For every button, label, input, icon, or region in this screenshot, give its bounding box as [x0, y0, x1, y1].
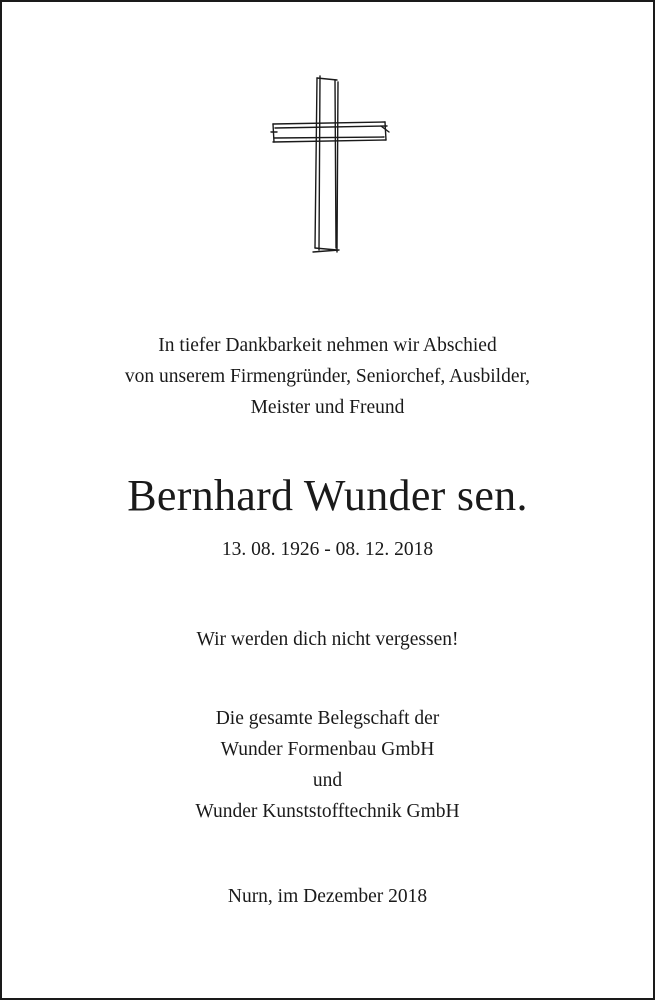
signer-line: Wunder Formenbau GmbH	[220, 739, 435, 760]
cross-icon	[265, 72, 395, 257]
signer-line: und	[312, 770, 343, 791]
intro-line: Meister und Freund	[250, 397, 405, 418]
deceased-name: Bernhard Wunder sen.	[127, 471, 528, 520]
intro-text	[0, 330, 655, 423]
signer-line: Die gesamte Belegschaft der	[215, 708, 440, 729]
place-date: Nurn, im Dezember 2018	[227, 886, 428, 907]
intro-line: In tiefer Dankbarkeit nehmen wir Abschied	[158, 335, 497, 356]
life-dates: 13. 08. 1926 - 08. 12. 2018	[221, 539, 434, 560]
signer-line: Wunder Kunststofftechnik GmbH	[195, 801, 460, 822]
motto-text: Wir werden dich nicht vergessen!	[196, 629, 459, 650]
signers-block	[0, 703, 655, 827]
intro-line: von unserem Firmengründer, Seniorchef, Ausbilder,	[124, 366, 531, 387]
